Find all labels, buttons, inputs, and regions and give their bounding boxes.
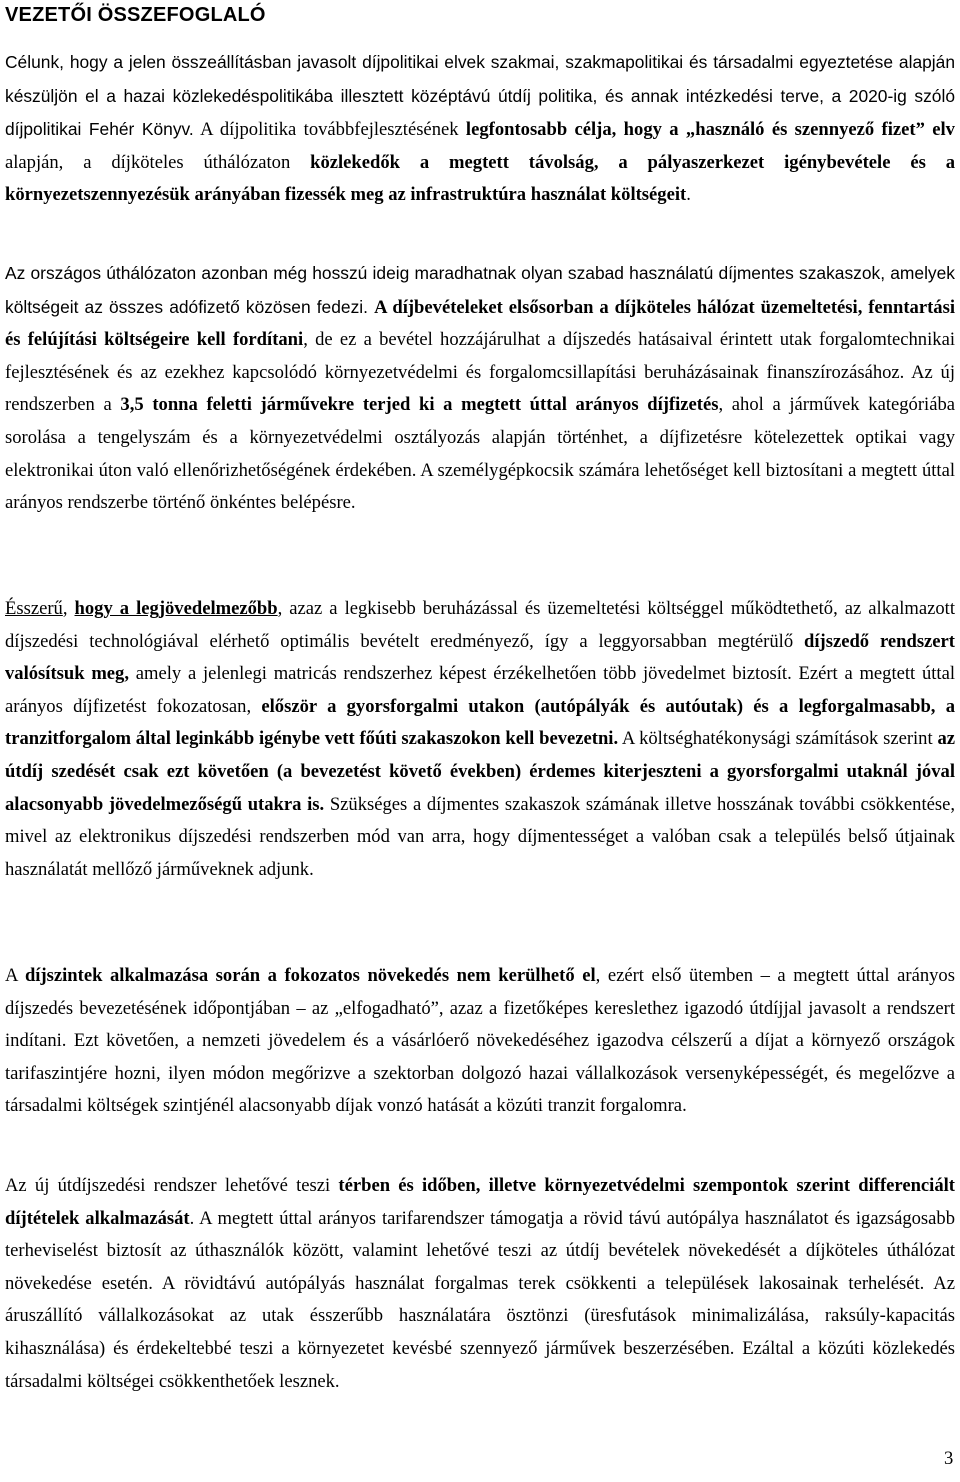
paragraph-profitability-emphasis: az útdíj szedését csak ezt követően (a bevezetést követő években) érdemes kiterjeszteni a gyorsforgalmi utaknál jóval alacsonyabb jövedelmezőségű utakra is. [5,728,955,815]
paragraph-network-emphasis: A díjbevételeket elsősorban a díjköteles hálózat üzemeltetési, fenntartási és felújítási költségeire kell fordítani [5,296,955,351]
paragraph-profitability [5,593,955,886]
paragraph-network-text: , de ez a bevétel hozzájárulhat a díjszedés hatásaival érintett utak forgalomtechnikai fejlesztésének és az ezekhez kapcsolódó környezetvédelmi és forgalomcsillapítási beruházásainak finanszírozásához. Az új rendszerben a [5,329,955,416]
paragraph-goal-emphasis: közlekedők a megtett távolság, a pályaszerkezet igénybevétele és a környezetszennyezésük arányában fizessék meg az infrastruktúra használat költségeit [5,151,956,206]
paragraph-goal [5,46,955,212]
paragraph-goal-emphasis: legfontosabb célja, hogy a „használó és szennyező fizet” elv [465,119,955,141]
paragraph-tariff-text: A [5,965,25,986]
paragraph-profitability-text: , azaz a legkisebb beruházással és üzemeltetési költséggel működtethető, az alkalmazott díjszedési technológiával elérhető optimális bevételt eredményező, így a leggyorsabban megtérülő [5,598,956,652]
page-number: 3 [944,1448,954,1469]
paragraph-network-text: , ahol a járművek kategóriába sorolása a tengelyszám és a környezetvédelmi osztályozás alapján történhet, a díjfizetésre kötelezettek optikai vagy elektronikai úton való ellenőrizhetőségének érdekében. A személygépkocsik számára lehetőséget kell biztosítani a megtett úttal arányos rendszerbe történő önkéntes belépésre. [5,394,955,514]
paragraph-profitability-text: amely a jelenlegi matricás rendszerhez képest érzékelhetően több jövedelmet biztosít. Ezért a megtett úttal arányos díjfizetést fokozatosan, [5,663,956,717]
paragraph-profitability-emphasis: hogy a legjövedelmezőbb [74,598,278,619]
paragraph-goal-text: alapján, a díjköteles úthálózaton [5,151,311,173]
paragraph-goal-text: A díjpolitika továbbfejlesztésének [193,119,466,141]
paragraph-differentiation [5,1170,955,1398]
paragraph-tariff-levels [5,960,955,1123]
paragraph-tariff-text: , ezért első ütemben – a megtett úttal arányos díjszedés bevezetésének időpontjában – az „elfogadható”, azaz a fizetőképes kereslethez igazodó útdíjjal javasolt a rendszert indítani. Ezt követően, a nemzeti jövedelem és a vásárlóerő növekedéséhez igazodva célszerű a díjat a környező országok tarifaszintjére hozni, ilyen módon megőrizve a szektorban dolgozó hazai vállalkozások versenyképességét, és megelőzve a társadalmi költségek szintjénél alacsonyabb díjak vonzó hatását a közúti tranzit forgalomra. [5,965,955,1117]
paragraph-profitability-text: , [62,598,75,619]
paragraph-profitability-emphasis: díjszedő rendszert valósítsuk meg, [5,630,956,685]
paragraph-goal-intro: Célunk, hogy a jelen összeállításban javasolt díjpolitikai elvek szakmai, szakmapolitikai és társadalmi egyeztetése alapján készüljön el a hazai közlekedéspolitikába illesztett középtávú útdíj politika, és annak intézkedési terve, a 2020-ig szóló díjpolitikai Fehér Könyv. [5,52,955,140]
paragraph-profitability-text: Szükséges a díjmentes szakaszok számának illetve hosszának további csökkentése, mivel az elektronikus díjszedési rendszerben mód van arra, hogy díjmentességet a valóban csak a település belső útjainak használatát mellőző járműveknek adjunk. [5,793,955,880]
paragraph-differentiation-text: . A megtett úttal arányos tarifarendszer támogatja a rövid távú autópálya használatot és igazságosabb terheviselést biztosít az úthasználók között, valamint lehetővé teszi az útdíj bevételek növekedését a díjköteles úthálózat növekedése esetén. A rövidtávú autópályás használat forgalmas terek csökkenti a települések lakosainak terhelését. Az áruszállító vállalkozásokat az utak ésszerűbb használatára ösztönzi (üresfutások minimalizálása, raksúly-kapacitás kihasználása) és érdekeltebbé teszi a környezetet kevésbé szennyező járművek beszerzésében. Ezáltal a közúti közlekedés társadalmi költségei csökkenthetőek lesznek. [5,1207,955,1392]
paragraph-network-emphasis: 3,5 tonna feletti járművekre terjed ki a megtett úttal arányos díjfizetés [120,394,719,416]
paragraph-profitability-emphasis: először a gyorsforgalmi utakon (autópályák és autóutak) és a legforgalmasabb, a tranzitforgalom által leginkább igénybe vett főúti szakaszokon kell bevezetni. [5,695,955,750]
paragraph-tariff-emphasis: díjszintek alkalmazása során a fokozatos növekedés nem kerülhető el [24,965,596,986]
paragraph-profitability-text: A költséghatékonysági számítások szerint [618,728,938,750]
paragraph-network [5,257,955,520]
section-heading: VEZETŐI ÖSSZEFOGLALÓ [5,4,266,26]
paragraph-goal-text: . [686,184,691,206]
paragraph-differentiation-emphasis: térben és időben, illetve környezetvédelmi szempontok szerint differenciált díjtételek alkalmazását [5,1175,955,1229]
paragraph-differentiation-text: Az új útdíjszedési rendszer lehetővé teszi [5,1175,339,1196]
paragraph-network-intro: Az országos úthálózaton azonban még hosszú ideig maradhatnak olyan szabad használatú díjmentes szakaszok, amelyek költségeit az összes adófizető közösen fedezi. [5,263,955,317]
paragraph-profitability-text: Ésszerű [5,598,63,619]
